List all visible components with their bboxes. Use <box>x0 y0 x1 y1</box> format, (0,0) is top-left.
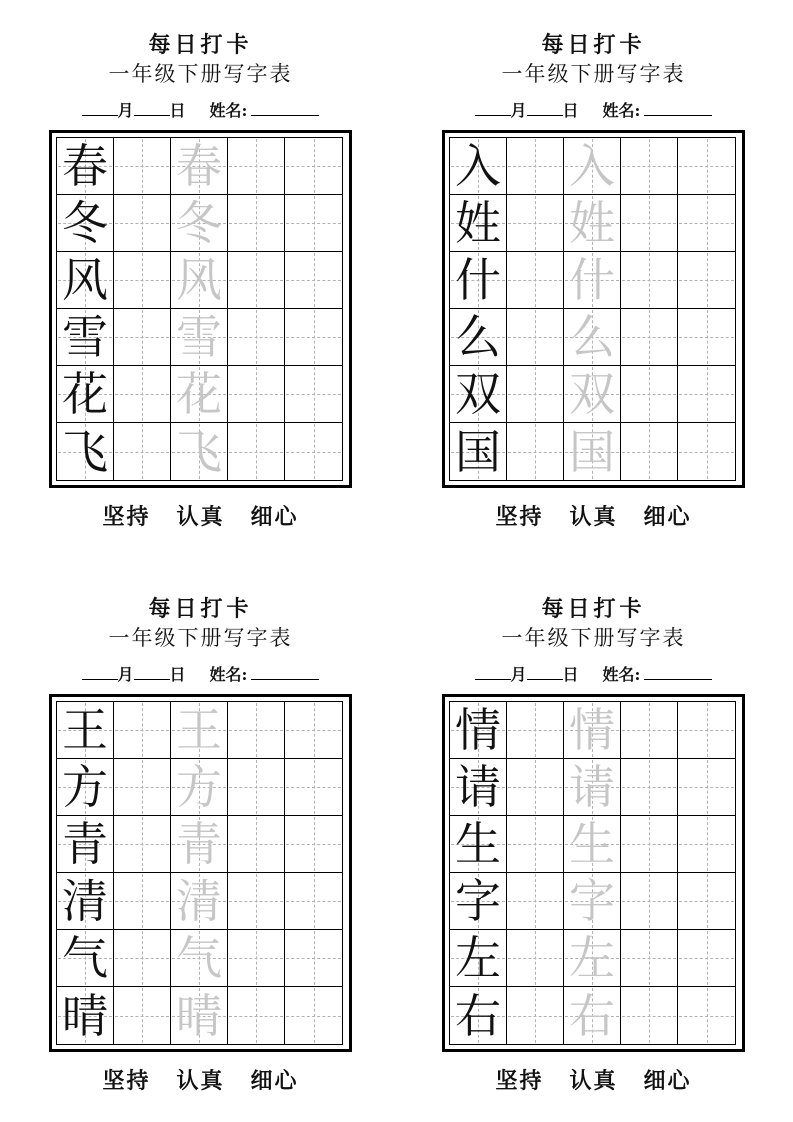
day-label: 日 <box>169 101 186 120</box>
practice-cell <box>507 816 564 873</box>
practice-cell <box>621 987 678 1044</box>
practice-cell <box>621 873 678 930</box>
example-character: 雪 <box>62 310 108 364</box>
example-character: 清 <box>62 874 108 928</box>
practice-cell <box>450 252 507 309</box>
practice-cell <box>450 423 507 480</box>
practice-cell <box>171 816 228 873</box>
practice-cell <box>678 702 735 759</box>
practice-cell <box>285 873 342 930</box>
motto-word: 坚持 <box>102 504 151 530</box>
practice-cell <box>564 309 621 366</box>
practice-cell <box>507 930 564 987</box>
practice-cell <box>285 702 342 759</box>
practice-cell <box>621 366 678 423</box>
practice-cell <box>171 759 228 816</box>
trace-character: 王 <box>176 703 222 757</box>
example-character: 春 <box>62 139 108 193</box>
motto-word: 认真 <box>176 504 225 530</box>
trace-character: 什 <box>569 253 615 307</box>
date-name-line <box>421 664 766 686</box>
practice-cell <box>171 873 228 930</box>
month-blank-line <box>82 664 118 680</box>
practice-cell <box>57 759 114 816</box>
practice-cell <box>57 252 114 309</box>
practice-cell <box>228 309 285 366</box>
day-label: 日 <box>562 101 579 120</box>
practice-cell <box>621 195 678 252</box>
date-name-line <box>421 100 766 122</box>
practice-cell <box>450 309 507 366</box>
trace-character: 晴 <box>176 988 222 1043</box>
practice-cell <box>114 759 171 816</box>
trace-character: 飞 <box>176 424 222 479</box>
trace-character: 春 <box>176 139 222 193</box>
practice-cell <box>114 987 171 1044</box>
motto-word: 细心 <box>250 504 299 530</box>
practice-cell <box>507 309 564 366</box>
practice-cell <box>228 366 285 423</box>
motto-word: 认真 <box>569 1068 618 1094</box>
practice-cell <box>564 759 621 816</box>
practice-cell <box>450 816 507 873</box>
motto-word: 认真 <box>176 1068 225 1094</box>
practice-cell <box>564 873 621 930</box>
month-label: 月 <box>510 101 527 120</box>
practice-cell <box>507 423 564 480</box>
day-blank-line <box>527 664 563 680</box>
date-name-line <box>28 664 373 686</box>
example-character: 气 <box>62 931 108 985</box>
trace-character: 请 <box>569 760 615 814</box>
practice-cell <box>564 138 621 195</box>
example-character: 冬 <box>62 196 108 250</box>
example-character: 入 <box>455 139 501 193</box>
practice-cell <box>171 252 228 309</box>
practice-cell <box>507 759 564 816</box>
motto-word: 细心 <box>643 504 692 530</box>
example-character: 飞 <box>62 424 108 479</box>
practice-cell <box>621 816 678 873</box>
practice-grid <box>56 137 343 481</box>
name-blank-line <box>251 664 319 680</box>
practice-cell <box>57 195 114 252</box>
example-character: 晴 <box>62 988 108 1043</box>
practice-cell <box>564 195 621 252</box>
practice-cell <box>678 759 735 816</box>
practice-cell <box>450 759 507 816</box>
trace-character: 右 <box>569 988 615 1043</box>
practice-cell <box>564 816 621 873</box>
practice-cell <box>57 873 114 930</box>
practice-grid-frame <box>442 130 745 488</box>
motto <box>28 1064 373 1095</box>
trace-character: 情 <box>569 703 615 757</box>
practice-cell <box>114 816 171 873</box>
day-blank-line <box>134 664 170 680</box>
practice-cell <box>285 816 342 873</box>
practice-cell <box>228 702 285 759</box>
practice-cell <box>564 366 621 423</box>
practice-cell <box>507 195 564 252</box>
example-character: 方 <box>62 760 108 814</box>
practice-cell <box>171 423 228 480</box>
practice-cell <box>450 195 507 252</box>
practice-cell <box>285 195 342 252</box>
practice-cell <box>621 702 678 759</box>
example-character: 请 <box>455 760 501 814</box>
practice-cell <box>114 309 171 366</box>
trace-character: 花 <box>176 367 222 421</box>
practice-cell <box>171 309 228 366</box>
practice-grid-frame <box>49 130 352 488</box>
practice-cell <box>57 987 114 1044</box>
practice-cell <box>228 138 285 195</box>
month-blank-line <box>82 100 118 116</box>
practice-cell <box>507 702 564 759</box>
trace-character: 入 <box>569 139 615 193</box>
practice-cell <box>285 309 342 366</box>
day-blank-line <box>134 100 170 116</box>
practice-cell <box>114 423 171 480</box>
worksheet-subtitle: 一年级下册写字表 <box>108 626 293 650</box>
practice-cell <box>450 702 507 759</box>
worksheet-card <box>28 25 373 531</box>
practice-cell <box>621 759 678 816</box>
trace-character: 方 <box>176 760 222 814</box>
worksheet-title: 每日打卡 <box>148 596 253 622</box>
name-label: 姓名: <box>209 665 248 684</box>
trace-character: 字 <box>569 874 615 928</box>
practice-grid <box>449 701 736 1045</box>
practice-cell <box>678 195 735 252</box>
worksheet-subtitle: 一年级下册写字表 <box>108 62 293 86</box>
motto-word: 坚持 <box>495 504 544 530</box>
practice-cell <box>57 930 114 987</box>
practice-cell <box>171 702 228 759</box>
practice-cell <box>507 987 564 1044</box>
practice-cell <box>450 138 507 195</box>
worksheet-title: 每日打卡 <box>148 32 253 58</box>
day-label: 日 <box>169 665 186 684</box>
practice-cell <box>678 366 735 423</box>
practice-cell <box>114 252 171 309</box>
practice-cell <box>171 987 228 1044</box>
trace-character: 双 <box>569 367 615 421</box>
practice-cell <box>57 138 114 195</box>
worksheet-subtitle: 一年级下册写字表 <box>501 62 686 86</box>
practice-cell <box>171 138 228 195</box>
practice-cell <box>564 702 621 759</box>
practice-cell <box>228 423 285 480</box>
worksheet-title: 每日打卡 <box>541 32 646 58</box>
motto <box>421 500 766 531</box>
practice-cell <box>171 195 228 252</box>
name-blank-line <box>644 100 712 116</box>
practice-cell <box>114 366 171 423</box>
practice-cell <box>228 930 285 987</box>
motto <box>421 1064 766 1095</box>
practice-cell <box>621 309 678 366</box>
practice-cell <box>450 873 507 930</box>
example-character: 右 <box>455 988 501 1043</box>
example-character: 生 <box>455 817 501 871</box>
practice-cell <box>57 702 114 759</box>
worksheet-card <box>28 589 373 1095</box>
practice-cell <box>57 309 114 366</box>
practice-cell <box>114 195 171 252</box>
example-character: 风 <box>62 253 108 307</box>
practice-cell <box>171 930 228 987</box>
trace-character: 冬 <box>176 196 222 250</box>
example-character: 王 <box>62 703 108 757</box>
practice-cell <box>621 423 678 480</box>
practice-cell <box>450 930 507 987</box>
practice-cell <box>507 252 564 309</box>
name-label: 姓名: <box>209 101 248 120</box>
example-character: 左 <box>455 931 501 985</box>
practice-cell <box>678 423 735 480</box>
motto-word: 坚持 <box>102 1068 151 1094</box>
practice-cell <box>228 252 285 309</box>
practice-cell <box>114 702 171 759</box>
practice-cell <box>678 252 735 309</box>
trace-character: 雪 <box>176 310 222 364</box>
practice-cell <box>678 987 735 1044</box>
motto <box>28 500 373 531</box>
practice-cell <box>450 987 507 1044</box>
practice-cell <box>621 930 678 987</box>
motto-word: 坚持 <box>495 1068 544 1094</box>
practice-cell <box>285 423 342 480</box>
trace-character: 风 <box>176 253 222 307</box>
practice-cell <box>228 987 285 1044</box>
practice-cell <box>285 252 342 309</box>
practice-cell <box>171 366 228 423</box>
worksheet-card <box>421 589 766 1095</box>
practice-cell <box>228 195 285 252</box>
practice-cell <box>621 252 678 309</box>
practice-cell <box>564 423 621 480</box>
practice-cell <box>57 366 114 423</box>
month-label: 月 <box>117 665 134 684</box>
worksheet-subtitle: 一年级下册写字表 <box>501 626 686 650</box>
month-label: 月 <box>117 101 134 120</box>
practice-cell <box>285 759 342 816</box>
trace-character: 么 <box>569 310 615 364</box>
example-character: 双 <box>455 367 501 421</box>
practice-cell <box>678 816 735 873</box>
practice-cell <box>621 138 678 195</box>
trace-character: 气 <box>176 931 222 985</box>
practice-cell <box>114 873 171 930</box>
day-label: 日 <box>562 665 579 684</box>
practice-cell <box>678 873 735 930</box>
practice-cell <box>678 138 735 195</box>
month-blank-line <box>475 664 511 680</box>
worksheet-card <box>421 25 766 531</box>
example-character: 国 <box>455 424 501 479</box>
practice-cell <box>285 987 342 1044</box>
motto-word: 细心 <box>643 1068 692 1094</box>
example-character: 么 <box>455 310 501 364</box>
trace-character: 青 <box>176 817 222 871</box>
practice-cell <box>228 759 285 816</box>
trace-character: 清 <box>176 874 222 928</box>
trace-character: 生 <box>569 817 615 871</box>
example-character: 姓 <box>455 196 501 250</box>
practice-cell <box>57 423 114 480</box>
month-label: 月 <box>510 665 527 684</box>
motto-word: 细心 <box>250 1068 299 1094</box>
practice-cell <box>564 252 621 309</box>
example-character: 什 <box>455 253 501 307</box>
name-blank-line <box>644 664 712 680</box>
practice-grid <box>56 701 343 1045</box>
motto-word: 认真 <box>569 504 618 530</box>
practice-grid-frame <box>49 694 352 1052</box>
example-character: 花 <box>62 367 108 421</box>
practice-cell <box>285 366 342 423</box>
practice-cell <box>564 987 621 1044</box>
practice-cell <box>450 366 507 423</box>
example-character: 字 <box>455 874 501 928</box>
day-blank-line <box>527 100 563 116</box>
practice-cell <box>114 138 171 195</box>
practice-cell <box>228 873 285 930</box>
practice-grid-frame <box>442 694 745 1052</box>
practice-cell <box>507 873 564 930</box>
practice-cell <box>678 309 735 366</box>
practice-cell <box>507 138 564 195</box>
name-label: 姓名: <box>602 665 641 684</box>
trace-character: 国 <box>569 424 615 479</box>
practice-grid <box>449 137 736 481</box>
name-blank-line <box>251 100 319 116</box>
worksheet-title: 每日打卡 <box>541 596 646 622</box>
practice-cell <box>114 930 171 987</box>
practice-cell <box>228 816 285 873</box>
date-name-line <box>28 100 373 122</box>
practice-cell <box>285 138 342 195</box>
example-character: 青 <box>62 817 108 871</box>
practice-cell <box>285 930 342 987</box>
trace-character: 左 <box>569 931 615 985</box>
practice-cell <box>678 930 735 987</box>
example-character: 情 <box>455 703 501 757</box>
practice-cell <box>57 816 114 873</box>
name-label: 姓名: <box>602 101 641 120</box>
trace-character: 姓 <box>569 196 615 250</box>
practice-cell <box>507 366 564 423</box>
month-blank-line <box>475 100 511 116</box>
practice-cell <box>564 930 621 987</box>
